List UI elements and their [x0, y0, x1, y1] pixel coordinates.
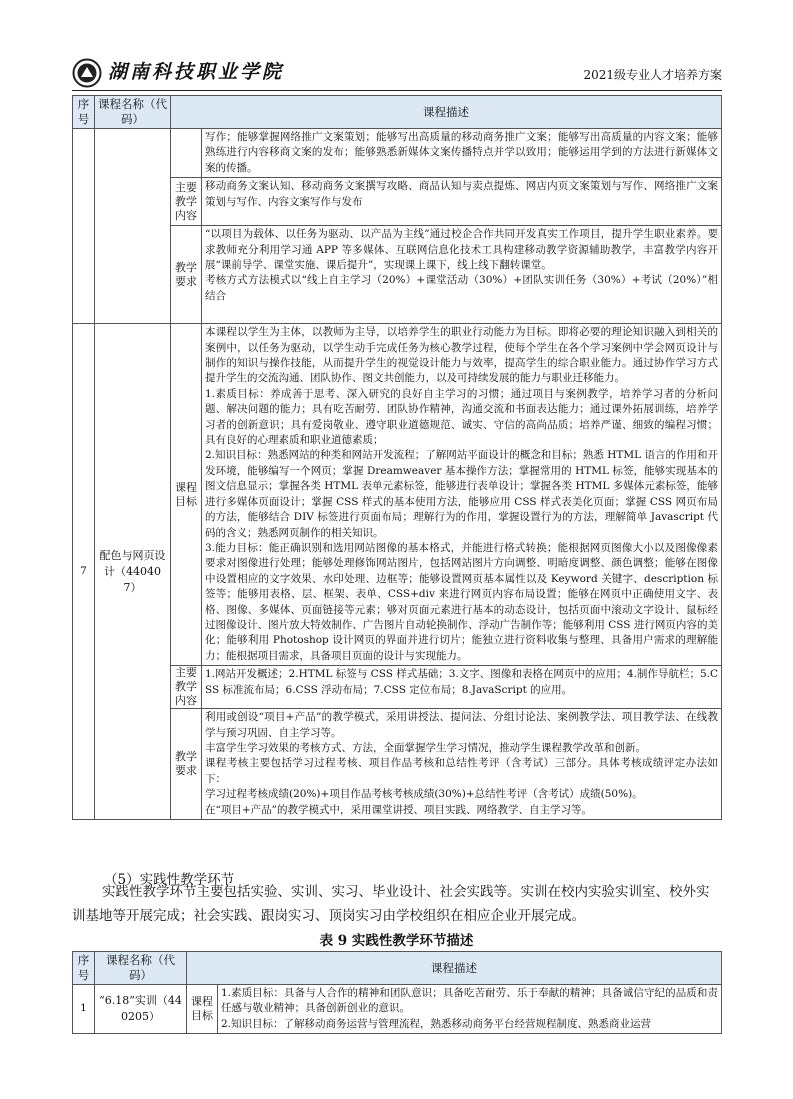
- teaching-requirements-cell: 利用或创设“项目+产品”的教学模式，采用讲授法、提问法、分组讨论法、案例教学法、项目教学法、在线教学与预习巩固、自主学习等。 丰富学生学习效果的考核方式、方法，全面掌握学生学习情况，推动学生课程教学改革和创新。 课程考核主要包括学习过程考核、项目作品考核和总结性考评（含考试）三部分。具体考核成绩评定办法如下： 学习过程考核成绩(20%)+项目作品考核考核成绩(30%)+总结性考评（含考试）成绩(50%)。 在“项目+产品”的教学模式中，采用课堂讲授、项目实践、网络教学、自主学习等。: [202, 709, 722, 820]
- document-title: 2021级专业人才培养方案: [583, 68, 722, 82]
- course-goal-cell: 1.素质目标：具备与人合作的精神和团队意识；具备吃苦耐劳、乐于奉献的精神；具备诚信守纪的品质和责任感与敬业精神；具备创新创业的意识。 2.知识目标：了解移动商务运营与管理流程，熟悉移动商务平台经营规程制度、熟悉商业运营: [218, 985, 722, 1034]
- label-content: 主要教学内容: [171, 666, 202, 709]
- label-goal: 课程目标: [187, 985, 218, 1034]
- table-row: [73, 709, 722, 820]
- row-seq: 7: [73, 324, 95, 820]
- col-header-seq: 序号: [73, 96, 95, 129]
- table-row: [73, 129, 722, 178]
- table-caption: 表 9 实践性教学环节描述: [319, 933, 474, 949]
- label-requirements: 教学要求: [171, 226, 202, 324]
- table-row: [73, 666, 722, 709]
- school-emblem-icon: [72, 58, 102, 88]
- header-divider: [72, 90, 722, 91]
- teaching-content-cell: 1.网站开发概述；2.HTML 标签与 CSS 样式基础；3.文字、图像和表格在网页中的应用；4.制作导航栏；5.CSS 标准流布局；6.CSS 浮动布局；7.CSS 定位布局；8.JavaScript 的应用。: [202, 666, 722, 709]
- col-header-name: 课程名称（代码）: [95, 952, 187, 985]
- course-goal-cell: 写作；能够掌握网络推广文案策划；能够写出高质量的移动商务推广文案；能够写出高质量的内容文案；能够熟练进行内容移商文案的发布；能够熟悉新媒体文案传播特点并学以致用；能够运用学到的方法进行新媒体文案的传播。: [202, 129, 722, 178]
- section-paragraph: 实践性教学环节主要包括实验、实训、实习、毕业设计、社会实践等。实训在校内实验实训室、校外实训基地等开展完成；社会实践、跟岗实习、顶岗实习由学校组织在相应企业开展完成。: [72, 884, 710, 924]
- course-name: “6.18”实训（440205）: [95, 985, 187, 1034]
- row-seq: 1: [73, 985, 95, 1034]
- teaching-content-cell: 移动商务文案认知、移动商务文案撰写攻略、商品认知与卖点提炼、网店内页文案策划与写作、网络推广文案策划与写作、内容文案写作与发布: [202, 178, 722, 226]
- table-row: [73, 985, 722, 1034]
- table-row: [73, 324, 722, 666]
- col-header-seq: 序号: [73, 952, 95, 985]
- table-header-row: [73, 96, 722, 129]
- table-header-row: [73, 952, 722, 985]
- label-goal: 课程目标: [171, 324, 202, 666]
- table-row: [73, 178, 722, 226]
- col-header-desc: 课程描述: [187, 952, 722, 985]
- table-row: [73, 226, 722, 324]
- teaching-requirements-cell: “以项目为载体、以任务为驱动、以产品为主线”通过校企合作共同开发真实工作项目，提升学生职业素养。要求教师充分利用学习通 APP 等多媒体、互联网信息化技术工具构建移动教学资源辅助教学，丰富教学内容开展“课前导学、课堂实施、课后提升”，实现课上课下，线上线下翻转课堂。 考核方式方法模式以“线上自主学习（20%）+课堂活动（30%）+团队实训任务（30%）+考试（20%）”相结合: [202, 226, 722, 324]
- course-goal-cell: 本课程以学生为主体，以教师为主导，以培养学生的职业行动能力为目标。即将必要的理论知识融入到相关的案例中，以任务为驱动，以学生动手完成任务为核心教学过程，使每个学生在各个学习案例中学会网页设计与制作的知识与操作技能，从而提升学生的视觉设计能力与效率，提高学生的综合职业能力。通过协作学习方式提升学生的交流沟通、团队协作、图文共创能力，以及可持续发展的能力与职业迁移能力。 1.素质目标：养成善于思考、深入研究的良好自主学习的习惯；通过项目与案例教学，培养学习者的分析问题、解决问题的能力；具有吃苦耐劳、团队协作精神，沟通交流和书面表达能力；通过课外拓展训练，培养学习者的创新意识；具有爱岗敬业、遵守职业道德规范、诚实、守信的高尚品质；培养严谨、细致的编程习惯；具有良好的心理素质和职业道德素质； 2.知识目标：熟悉网站的种类和网站开发流程；了解网站平面设计的概念和目标；熟悉 HTML 语言的作用和开发环境，能够编写一个网页；掌握 Dreamweaver 基本操作方法；掌握常用的 HTML 标签，能够实现基本的图文信息显示；掌握各类 HTML 表单元素标签，能够进行表单设计；掌握各类 HTML 多媒体元素标签，能够进行多媒体页面设计；掌握 CSS 样式的基本使用方法，能够应用 CSS 样式表美化页面；掌握 CSS 网页布局的方法，能够结合 DIV 标签进行页面布局；理解行为的作用，掌握设置行为的方法，理解简单 Javascript 代码的含义；熟悉网页制作的相关知识。 3.能力目标：能正确识别和选用网站图像的基本格式，并能进行格式转换；能根据网页图像大小以及图像像素要求对图像进行处理；能够处理修饰网站图片，包括网站图片方向调整、明暗度调整、颜色调整；能够在图像中设置相应的文字效果、水印处理、边框等；能够设置网页基本属性以及 Keyword 关键字、description 标签等；能够用表格、层、框架、表单、CSS+div 来进行网页内容布局设置；能够在网页中正确使用文字、表格、图像、多媒体、页面链接等元素；够对页面元素进行基本的动态设计，包括页面中滚动文字设计、鼠标经过图像设计、图片放大特效制作、广告图片自动轮换制作、浮动广告制作等；能够利用 CSS 进行网页内容的美化；能够利用 Photoshop 设计网页的界面并进行切片；能独立进行资料收集与整理、具备用户需求的理解能力；能根据项目需求，具备项目页面的设计与实现能力。: [202, 324, 722, 666]
- course-table: [72, 95, 722, 820]
- col-header-name: 课程名称（代码）: [95, 96, 171, 129]
- page-header: [72, 54, 722, 92]
- course-name: 配色与网页设计（440407）: [95, 324, 171, 820]
- practice-table: [72, 951, 722, 1034]
- label-requirements: 教学要求: [171, 709, 202, 820]
- label-content: 主要教学内容: [171, 178, 202, 226]
- school-name: 湖南科技职业学院: [108, 61, 285, 83]
- col-header-desc: 课程描述: [171, 96, 722, 129]
- section-title: （5）实践性教学环节: [104, 872, 235, 888]
